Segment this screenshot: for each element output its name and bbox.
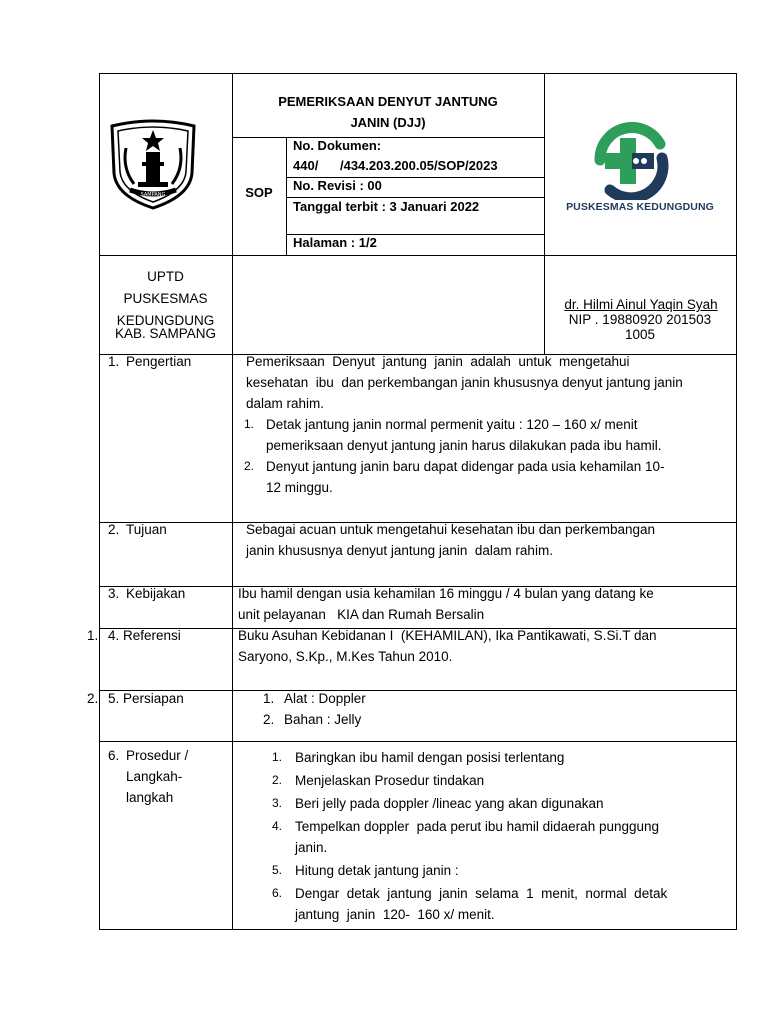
document-title-line1: PEMERIKSAAN DENYUT JANTUNG	[278, 94, 498, 109]
regency-crest-logo	[104, 118, 202, 210]
body-text: Saryono, S.Kp., M.Kes Tahun 2010.	[238, 649, 453, 664]
section-label-prosedur: Langkah-	[126, 769, 183, 784]
rule	[99, 690, 737, 691]
list-number: 5.	[272, 863, 283, 877]
list-number: 3.	[272, 796, 283, 810]
list-number: 2.	[272, 773, 283, 787]
revision-number: No. Revisi : 00	[293, 178, 382, 193]
section-label-tujuan: Tujuan	[126, 522, 167, 537]
org-line3: KEDUNGDUNG	[116, 313, 215, 328]
section-label-kebijakan: Kebijakan	[126, 586, 186, 601]
list-item: janin.	[295, 840, 328, 855]
issue-date: Tanggal terbit : 3 Januari 2022	[293, 199, 480, 214]
rule	[99, 255, 737, 256]
body-text: unit pelayanan KIA dan Rumah Bersalin	[238, 607, 485, 622]
doc-number-label: No. Dokumen:	[293, 138, 382, 153]
rule	[99, 741, 737, 742]
list-number: 2.	[263, 712, 275, 727]
body-text: janin khususnya denyut jantung janin dalam rahim.	[246, 543, 553, 558]
list-item: Denyut jantung janin baru dapat didengar pada usia kehamilan 10-	[266, 459, 665, 474]
rule	[99, 73, 737, 74]
list-item: Hitung detak jantung janin :	[295, 863, 459, 878]
list-number: 4.	[272, 819, 283, 833]
section-label-pengertian: Pengertian	[126, 354, 192, 369]
body-text: kesehatan ibu dan perkembangan janin khususnya denyut jantung janin	[246, 375, 683, 390]
org-line2: PUSKESMAS	[123, 291, 208, 306]
body-text: Ibu hamil dengan usia kehamilan 16 minggu / 4 bulan yang datang ke	[238, 586, 654, 601]
body-text: Sebagai acuan untuk mengetahui kesehatan ibu dan perkembangan	[246, 522, 656, 537]
section-label-referensi: 4. Referensi	[108, 628, 181, 643]
sop-label: SOP	[245, 185, 273, 200]
page-number: Halaman : 1/2	[293, 235, 377, 250]
list-number: 1.	[244, 417, 255, 431]
list-number: 6.	[272, 886, 283, 900]
body-text: dalam rahim.	[246, 396, 325, 411]
signatory-name: dr. Hilmi Ainul Yaqin Syah	[564, 297, 718, 312]
shield-icon	[104, 118, 202, 210]
section-number: 3.	[108, 586, 120, 601]
signatory-nip-line2: 1005	[624, 327, 656, 342]
list-item: pemeriksaan denyut jantung janin harus dilakukan pada ibu hamil.	[266, 438, 662, 453]
rule	[286, 137, 287, 255]
list-item: Detak jantung janin normal permenit yaitu : 120 – 160 x/ menit	[266, 417, 638, 432]
signatory-nip-line1: NIP . 19880920 201503	[568, 312, 712, 327]
list-number: 1.	[272, 750, 283, 764]
rule	[736, 73, 737, 930]
rule	[99, 73, 100, 930]
body-text: Pemeriksaan Denyut jantung janin adalah untuk mengetahui	[246, 354, 630, 369]
section-number: 6.	[108, 748, 120, 763]
medical-cross-icon	[580, 120, 680, 200]
doc-number-value: 440/ /434.203.200.05/SOP/2023	[293, 158, 498, 173]
org-line1: UPTD	[147, 269, 184, 284]
list-item: Beri jelly pada doppler /lineac yang akan digunakan	[295, 796, 604, 811]
list-item: Bahan : Jelly	[284, 712, 362, 727]
svg-text:SAMPANG: SAMPANG	[140, 192, 166, 198]
rule	[99, 929, 737, 930]
puskesmas-logo-caption: PUSKESMAS KEDUNGDUNG	[566, 201, 714, 213]
list-number: 1.	[263, 691, 275, 706]
org-line4: KAB. SAMPANG	[114, 326, 217, 341]
list-item: jantung janin 120- 160 x/ menit.	[295, 907, 495, 922]
list-item: Tempelkan doppler pada perut ibu hamil didaerah punggung	[295, 819, 660, 834]
body-text: Buku Asuhan Kebidanan I (KEHAMILAN), Ika Pantikawati, S.Si.T dan	[238, 628, 657, 643]
list-number: 2.	[244, 459, 255, 473]
document-title-line2: JANIN (DJJ)	[350, 115, 426, 130]
section-label-prosedur: langkah	[126, 790, 174, 805]
list-item: Menjelaskan Prosedur tindakan	[295, 773, 485, 788]
list-item: 12 minggu.	[266, 480, 333, 495]
outer-list-number: 2.	[87, 691, 99, 706]
rule	[232, 137, 544, 138]
list-item: Baringkan ibu hamil dengan posisi terlentang	[295, 750, 565, 765]
puskesmas-logo	[580, 120, 680, 200]
section-label-persiapan: 5. Persiapan	[108, 691, 184, 706]
section-number: 2.	[108, 522, 120, 537]
list-item: Alat : Doppler	[284, 691, 366, 706]
section-label-prosedur: Prosedur /	[126, 748, 189, 763]
section-number: 1.	[108, 354, 120, 369]
outer-list-number: 1.	[87, 628, 99, 643]
list-item: Dengar detak jantung janin selama 1 menit, normal detak	[295, 886, 668, 901]
